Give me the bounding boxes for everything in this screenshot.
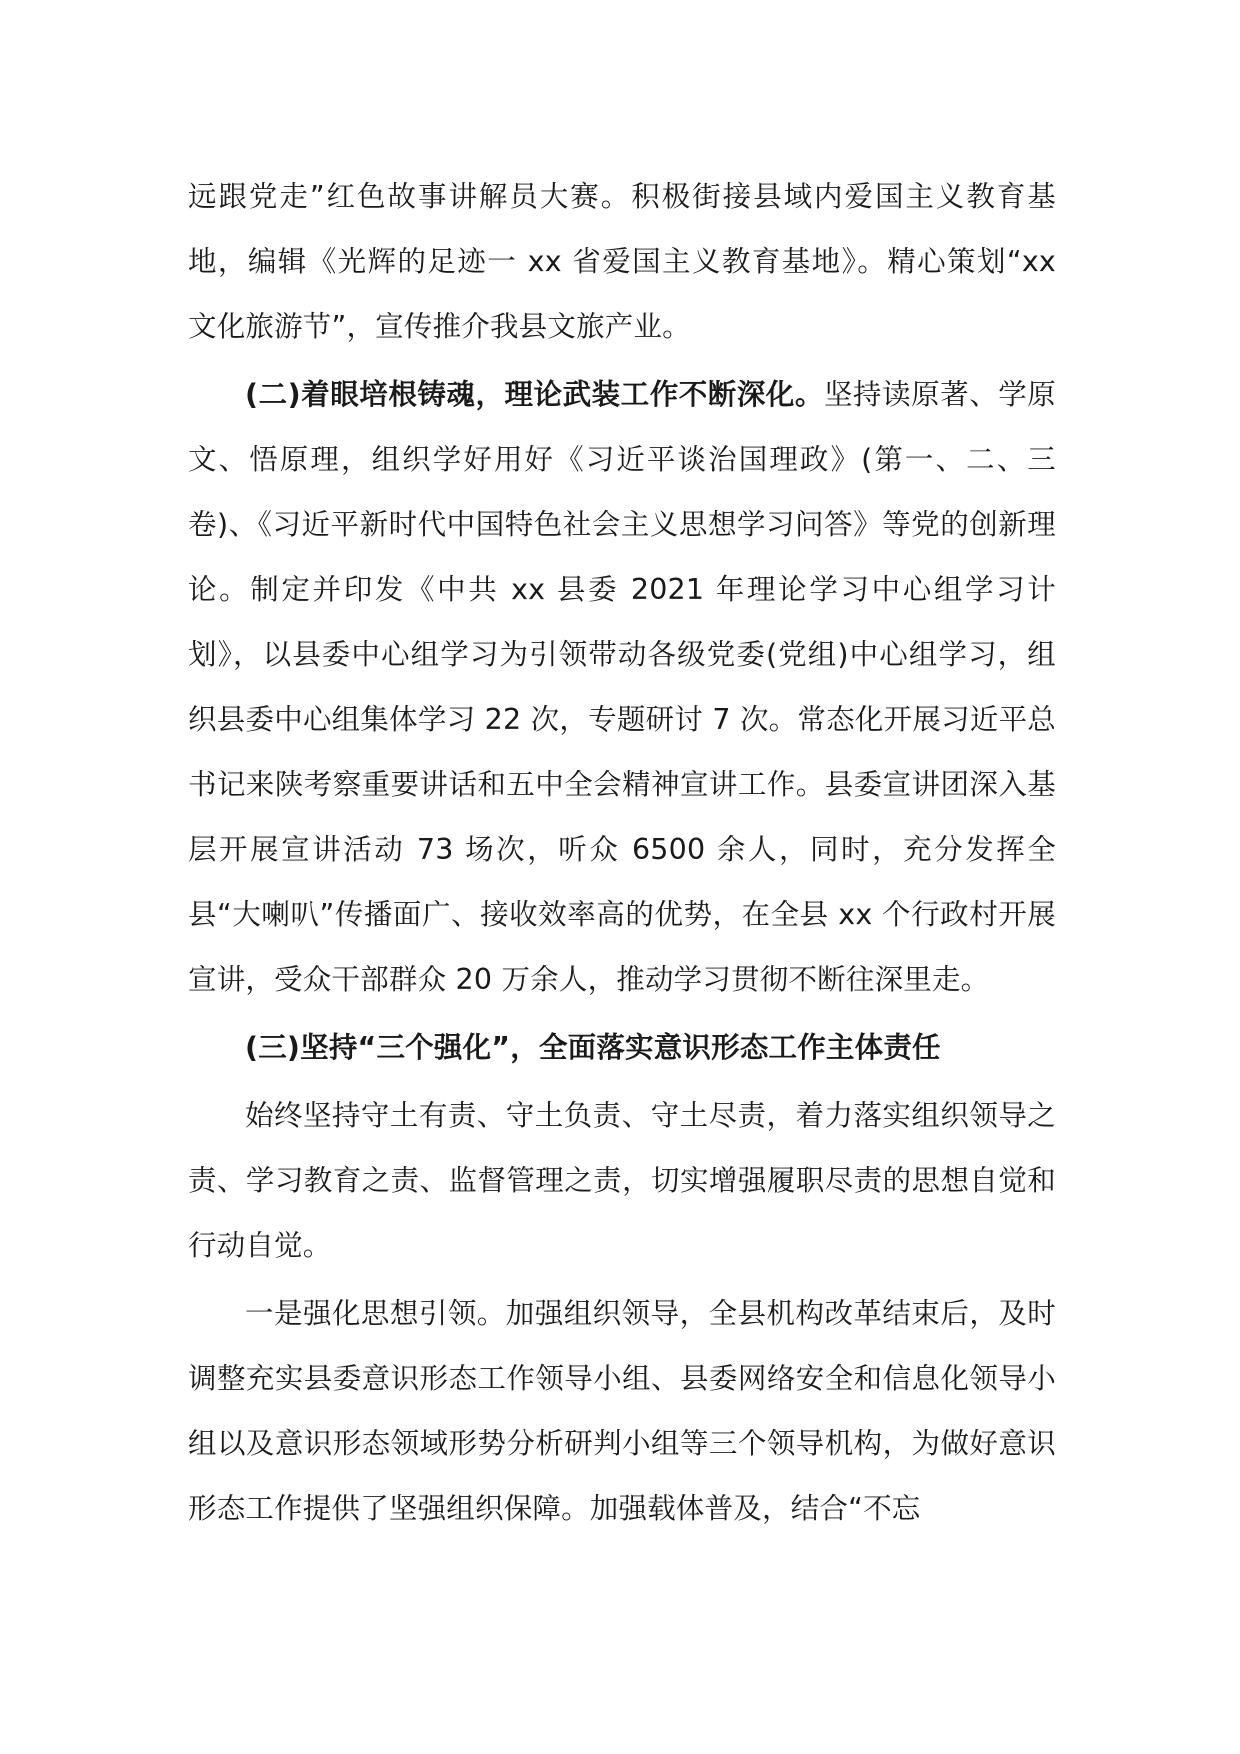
paragraph-responsibility [188, 1083, 1056, 1278]
paragraph-ideological-guidance [188, 1281, 1056, 1541]
paragraph-text: 坚持读原著、学原文、悟原理，组织学好用好《习近平谈治国理政》(第一、二、三卷)、《习近平新时代中国特色社会主义思想学习问答》等党的创新理论。制定并印发《中共 xx 县委 2021 年理论学习中心组学习计划》，以县委中心组学习为引领带动各级党委(党组)中心组学习，组织县委中心组集体学习 22 次，专题研讨 7 次。常态化开展习近平总书记来陕考察重要讲话和五中全会精神宣讲工作。县委宣讲团深入基层开展宣讲活动 73 场次，听众 6500 余人，同时，充分发挥全县“大喇叭”传播面广、接收效率高的优势，在全县 xx 个行政村开展宣讲，受众干部群众 20 万余人，推动学习贯彻不断往深里走。 [188, 378, 1056, 996]
paragraph-text: 始终坚持守土有责、守土负责、守土尽责，着力落实组织领导之责、学习教育之责、监督管理之责，切实增强履职尽责的思想自觉和行动自觉。 [188, 1099, 1056, 1262]
paragraph-continuation [188, 164, 1056, 359]
paragraph-text: 远跟党走”红色故事讲解员大赛。积极街接县域内爱国主义教育基地，编辑《光辉的足迹一 xx 省爱国主义教育基地》。精心策划“xx 文化旅游节”，宣传推介我县文旅产业。 [188, 180, 1056, 343]
section-heading-text: (三)坚持“三个强化”，全面落实意识形态工作主体责任 [245, 1031, 941, 1064]
document-body [188, 164, 1056, 1541]
section-heading [188, 1015, 1056, 1080]
paragraph-theory-study [188, 362, 1056, 1012]
paragraph-lead-heading: (二)着眼培根铸魂，理论武装工作不断深化。 [245, 378, 824, 411]
paragraph-text: 一是强化思想引领。加强组织领导，全县机构改革结束后，及时调整充实县委意识形态工作领导小组、县委网络安全和信息化领导小组以及意识形态领域形势分析研判小组等三个领导机构，为做好意识形态工作提供了坚强组织保障。加强载体普及，结合“不忘 [188, 1297, 1056, 1525]
